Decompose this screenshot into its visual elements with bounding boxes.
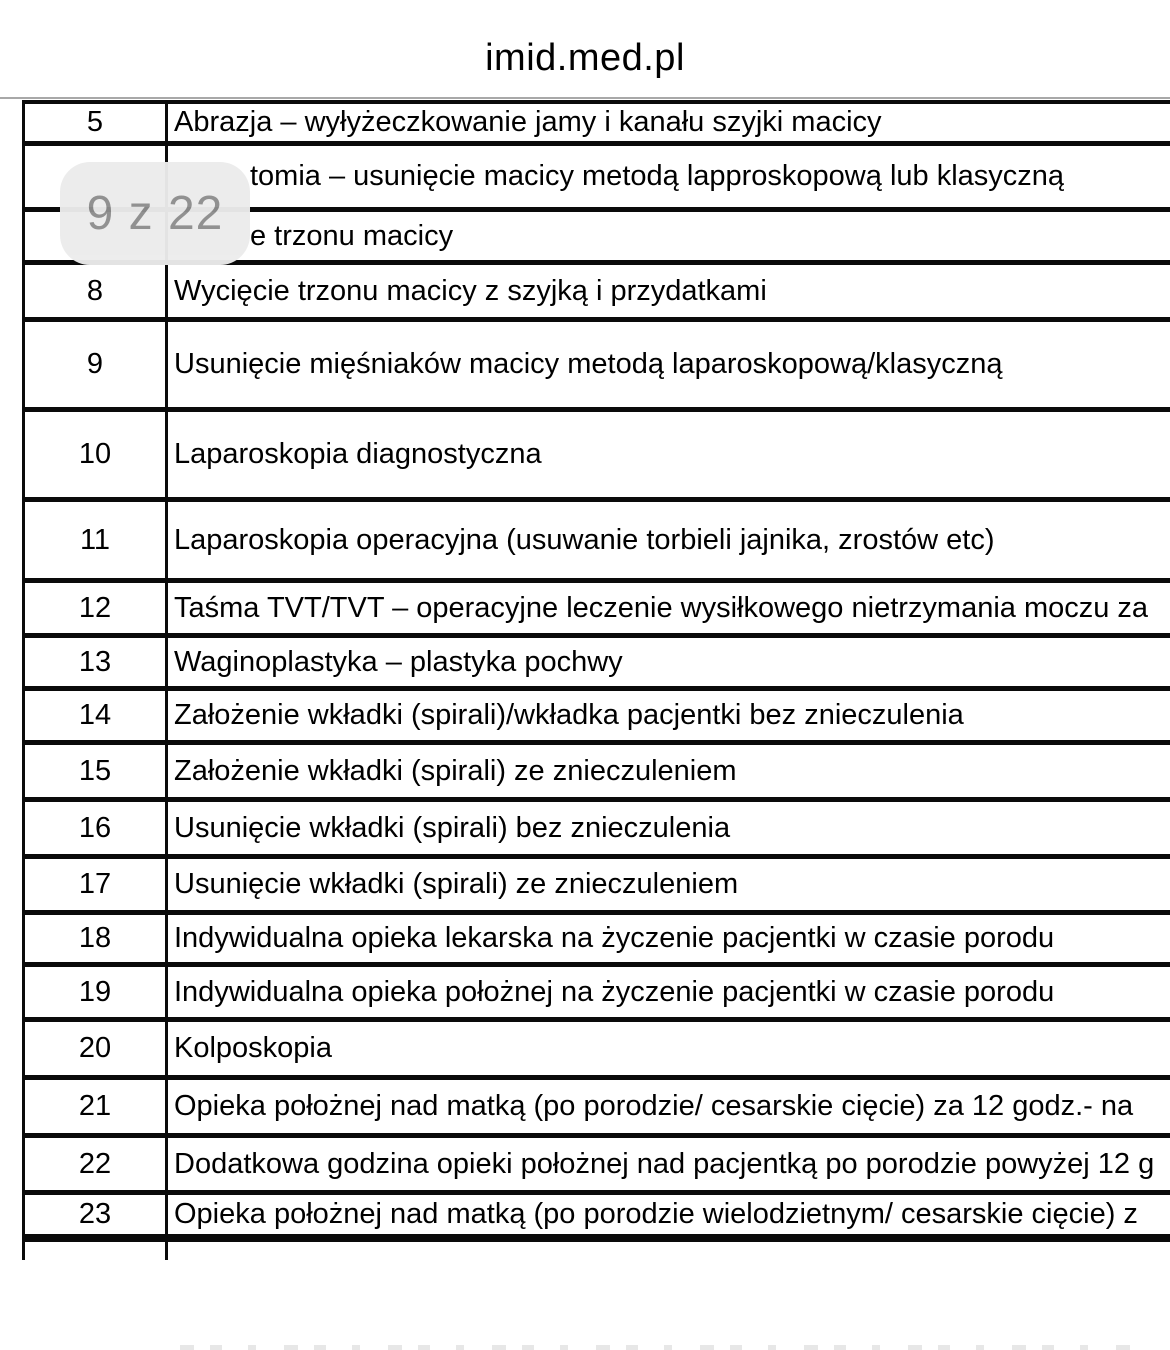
table-row [25,1138,1170,1195]
procedure-text-cell: Waginoplastyka – plastyka pochwy [174,645,623,678]
procedure-text-cell: Założenie wkładki (spirali) ze znieczuleniem [174,754,737,787]
table-row [25,802,1170,859]
table-row [25,1080,1170,1138]
page-indicator-label: 9 z 22 [86,187,224,240]
table-row [25,583,1170,638]
procedure-text-cell: tomia – usunięcie macicy metodą lapproskopową lub klasyczną [250,160,1065,192]
row-number-cell [25,1242,168,1260]
viewer-header [0,0,1170,97]
price-list-table [22,100,1170,1260]
row-number-cell: 19 [25,967,168,1017]
row-number-cell: 16 [25,802,168,854]
procedure-text-cell: Usunięcie wkładki (spirali) bez znieczulenia [174,811,731,844]
procedure-text-cell: Opieka położnej nad matką (po porodzie wielodzietnym/ cesarskie cięcie) z [174,1198,1138,1230]
row-number-cell: 11 [25,502,168,578]
table-row [25,859,1170,915]
row-number-cell: 21 [25,1080,168,1133]
table-row [25,915,1170,967]
row-number-cell: 10 [25,412,168,497]
row-number-cell: 8 [25,265,168,317]
row-number-cell: 20 [25,1022,168,1075]
procedure-text-cell: Taśma TVT/TVT – operacyjne leczenie wysiłkowego nietrzymania moczu za [174,591,1149,624]
table-row [25,502,1170,583]
row-number-cell: 9 [25,322,168,407]
row-number-cell: 5 [25,104,168,141]
procedure-text-cell: Abrazja – wyłyżeczkowanie jamy i kanału szyjki macicy [174,106,882,138]
table-row [25,1022,1170,1080]
table-row [25,967,1170,1022]
table-row [25,265,1170,322]
row-number-cell: 17 [25,859,168,910]
table-row [25,638,1170,691]
procedure-text-cell: Opieka położnej nad matką (po porodzie/ cesarskie cięcie) za 12 godz.- na [174,1090,1134,1122]
row-number-cell: 13 [25,638,168,686]
procedure-text-cell: Kolposkopia [174,1032,332,1064]
procedure-text-cell: Dodatkowa godzina opieki położnej nad pacjentką po porodzie powyżej 12 g [174,1147,1155,1180]
procedure-text-cell: Usunięcie wkładki (spirali) ze znieczuleniem [174,868,739,900]
row-number-cell: 14 [25,691,168,740]
procedure-text-cell [168,1242,1170,1260]
page-indicator-badge [60,162,250,265]
procedure-text-cell: e trzonu macicy [250,219,454,252]
table-row [25,745,1170,802]
table-row-partial [25,1242,1170,1260]
clipped-next-row-text [180,1345,1130,1350]
procedure-text-cell: Laparoskopia diagnostyczna [174,438,542,470]
row-number-cell: 18 [25,915,168,962]
table-row [25,691,1170,745]
row-number-cell: 15 [25,745,168,797]
procedure-text-cell: Założenie wkładki (spirali)/wkładka pacjentki bez znieczulenia [174,699,964,731]
row-number-cell: 12 [25,583,168,633]
page-top-divider [0,97,1170,99]
procedure-text-cell: Wycięcie trzonu macicy z szyjką i przydatkami [174,274,767,307]
site-title: imid.med.pl [485,37,685,79]
table-row [25,104,1170,146]
table-row [25,412,1170,502]
procedure-text-cell: Indywidualna opieka lekarska na życzenie pacjentki w czasie porodu [174,922,1055,954]
procedure-text-cell: Usunięcie mięśniaków macicy metodą laparoskopową/klasyczną [174,348,1003,380]
row-number-cell: 22 [25,1138,168,1190]
row-number-cell: 23 [25,1195,168,1234]
table-row [25,1195,1170,1242]
procedure-text-cell: Indywidualna opieka położnej na życzenie pacjentki w czasie porodu [174,975,1055,1008]
procedure-text-cell: Laparoskopia operacyjna (usuwanie torbieli jajnika, zrostów etc) [174,523,995,556]
table-row [25,322,1170,412]
